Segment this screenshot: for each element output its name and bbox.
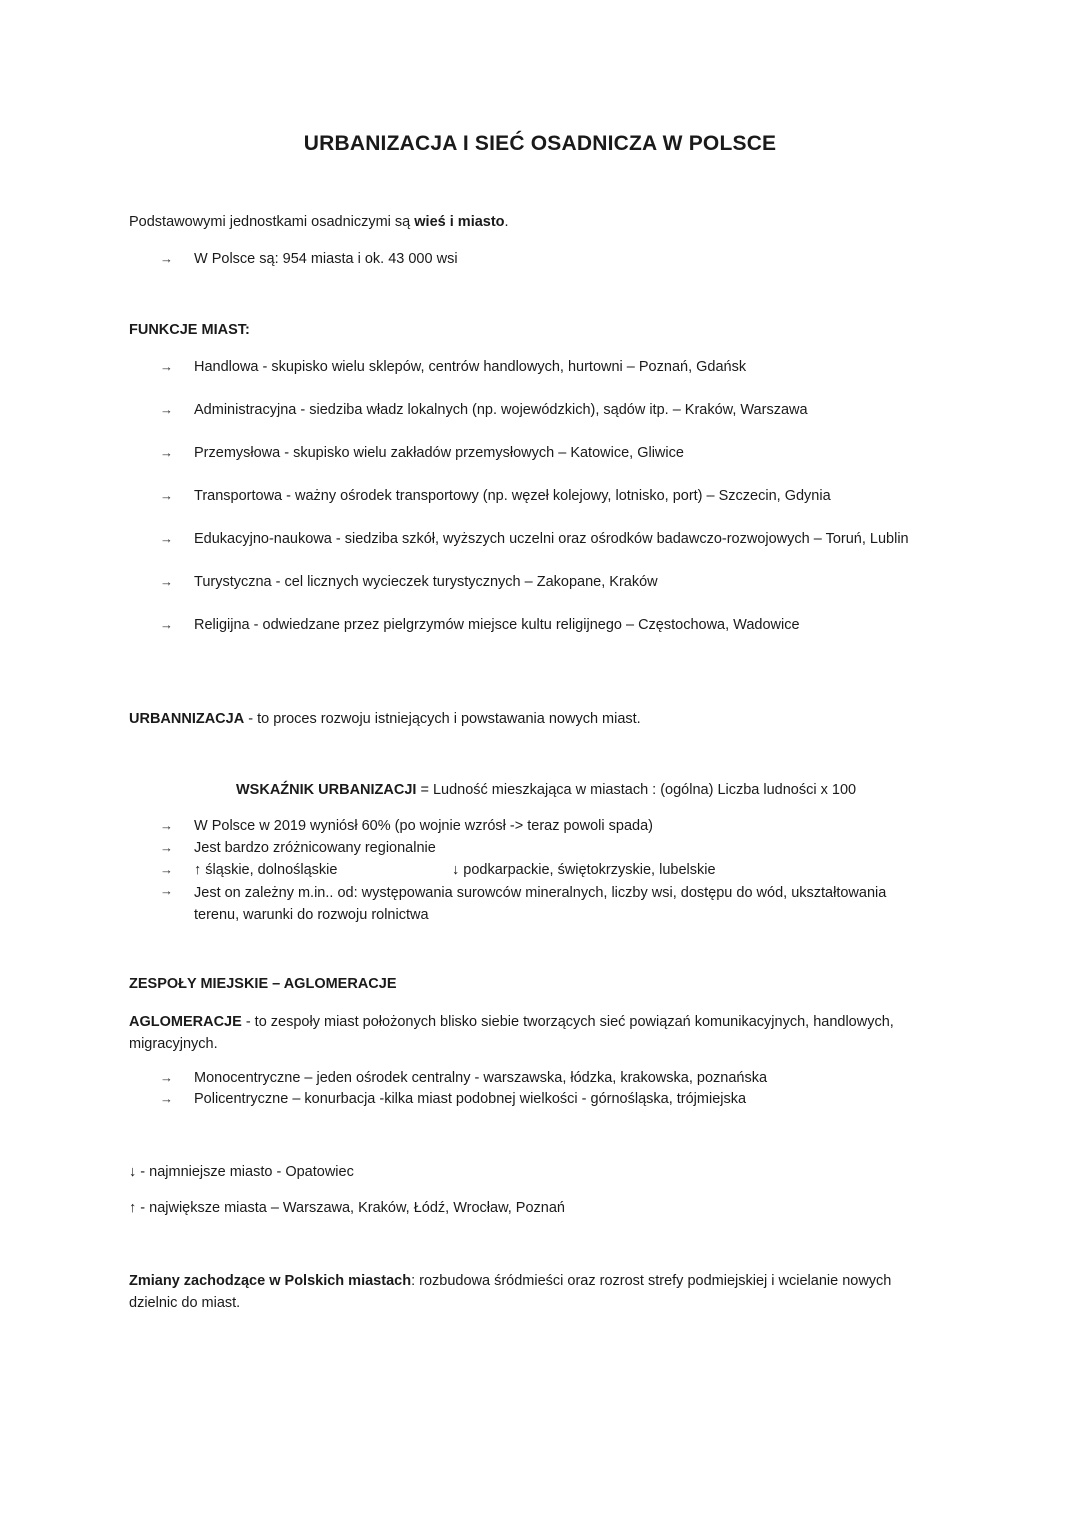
arrow-icon: → bbox=[160, 617, 173, 632]
index-formula: = Ludność mieszkająca w miastach : (ogólna) Liczba ludności x 100 bbox=[416, 782, 857, 798]
arrow-icon: → bbox=[160, 818, 173, 833]
arrow-icon: → bbox=[160, 862, 173, 877]
function-item-industrial: Przemysłowa - skupisko wielu zakładów przemysłowych – Katowice, Gliwice bbox=[194, 445, 684, 461]
agglomerations-definition bbox=[129, 1012, 919, 1055]
arrow-icon: → bbox=[160, 531, 173, 546]
arrow-icon: → bbox=[160, 574, 173, 589]
agglomerations-text: - to zespoły miast położonych blisko siebie tworzących sieć powiązań komunikacyjnych, handlowych, migracyjnych. bbox=[129, 1014, 894, 1052]
arrow-icon: → bbox=[160, 883, 173, 898]
arrow-icon: → bbox=[160, 1070, 173, 1085]
function-item-religious: Religijna - odwiedzane przez pielgrzymów miejsce kultu religijnego – Częstochowa, Wadowice bbox=[194, 617, 800, 633]
agglomerations-heading: ZESPOŁY MIEJSKIE – AGLOMERACJE bbox=[129, 976, 397, 992]
function-item-transport: Transportowa - ważny ośrodek transportowy (np. węzeł kolejowy, lotnisko, port) – Szczecin, Gdynia bbox=[194, 488, 831, 504]
arrow-icon: → bbox=[160, 402, 173, 417]
agglomeration-type-polycentric: Policentryczne – konurbacja -kilka miast podobnej wielkości - górnośląska, trójmiejska bbox=[194, 1091, 747, 1107]
urbanization-dependency: Jest on zależny m.in.. od: występowania surowców mineralnych, liczby wsi, dostępu do wód, ukształtowania terenu, warunki do rozwoju rolnictwa bbox=[194, 885, 887, 923]
intro-bold: wieś i miasto bbox=[414, 214, 505, 230]
function-item-trade: Handlowa - skupisko wielu sklepów, centrów handlowych, hurtowni – Poznań, Gdańsk bbox=[194, 359, 747, 375]
urbanization-term: URBANNIZACJA bbox=[129, 711, 245, 727]
index-term: WSKAŹNIK URBANIZACJI bbox=[236, 782, 417, 798]
intro-text: Podstawowymi jednostkami osadniczymi są bbox=[129, 214, 415, 230]
intro-end: . bbox=[504, 214, 509, 230]
intro-bullet: W Polsce są: 954 miasta i ok. 43 000 wsi bbox=[194, 251, 458, 267]
largest-cities: ↑ - największe miasta – Warszawa, Kraków, Łódź, Wrocław, Poznań bbox=[129, 1200, 565, 1216]
page-title: URBANIZACJA I SIEĆ OSADNICZA W POLSCE bbox=[303, 132, 777, 155]
function-item-tourism: Turystyczna - cel licznych wycieczek turystycznych – Zakopane, Kraków bbox=[194, 574, 658, 590]
function-item-administrative: Administracyjna - siedziba władz lokalnych (np. wojewódzkich), sądów itp. – Kraków, Warszawa bbox=[194, 402, 808, 418]
changes-term: Zmiany zachodzące w Polskich miastach bbox=[129, 1273, 412, 1289]
changes-text: : rozbudowa śródmieści oraz rozrost strefy podmiejskiej i wcielanie nowych dzielnic do miast. bbox=[129, 1273, 892, 1311]
arrow-icon: → bbox=[160, 251, 173, 266]
arrow-icon: → bbox=[160, 488, 173, 503]
arrow-icon: → bbox=[160, 359, 173, 374]
urbanization-text: - to proces rozwoju istniejących i powstawania nowych miast. bbox=[244, 711, 641, 727]
urbanization-bullet-2019: W Polsce w 2019 wyniósł 60% (po wojnie wzrósł -> teraz powoli spada) bbox=[194, 818, 653, 834]
arrow-icon: → bbox=[160, 445, 173, 460]
city-changes-paragraph bbox=[129, 1271, 919, 1314]
arrow-icon: → bbox=[160, 840, 173, 855]
urbanization-index-formula bbox=[236, 782, 856, 798]
agglomeration-type-monocentric: Monocentryczne – jeden ośrodek centralny - warszawska, łódzka, krakowska, poznańska bbox=[194, 1070, 768, 1086]
urbanization-bullet-regional: Jest bardzo zróżnicowany regionalnie bbox=[194, 840, 436, 856]
intro-paragraph bbox=[129, 214, 509, 230]
arrow-icon: → bbox=[160, 1091, 173, 1106]
smallest-town: ↓ - najmniejsze miasto - Opatowiec bbox=[129, 1164, 354, 1180]
urbanization-high-regions: ↑ śląskie, dolnośląskie bbox=[194, 862, 338, 878]
urbanization-definition bbox=[129, 711, 641, 727]
urbanization-low-regions: ↓ podkarpackie, świętokrzyskie, lubelskie bbox=[452, 862, 716, 878]
agglomerations-term: AGLOMERACJE bbox=[129, 1014, 242, 1030]
functions-heading: FUNKCJE MIAST: bbox=[129, 322, 250, 338]
function-item-education: Edukacyjno-naukowa - siedziba szkół, wyższych uczelni oraz ośrodków badawczo-rozwojowych – Toruń, Lublin bbox=[194, 531, 909, 547]
